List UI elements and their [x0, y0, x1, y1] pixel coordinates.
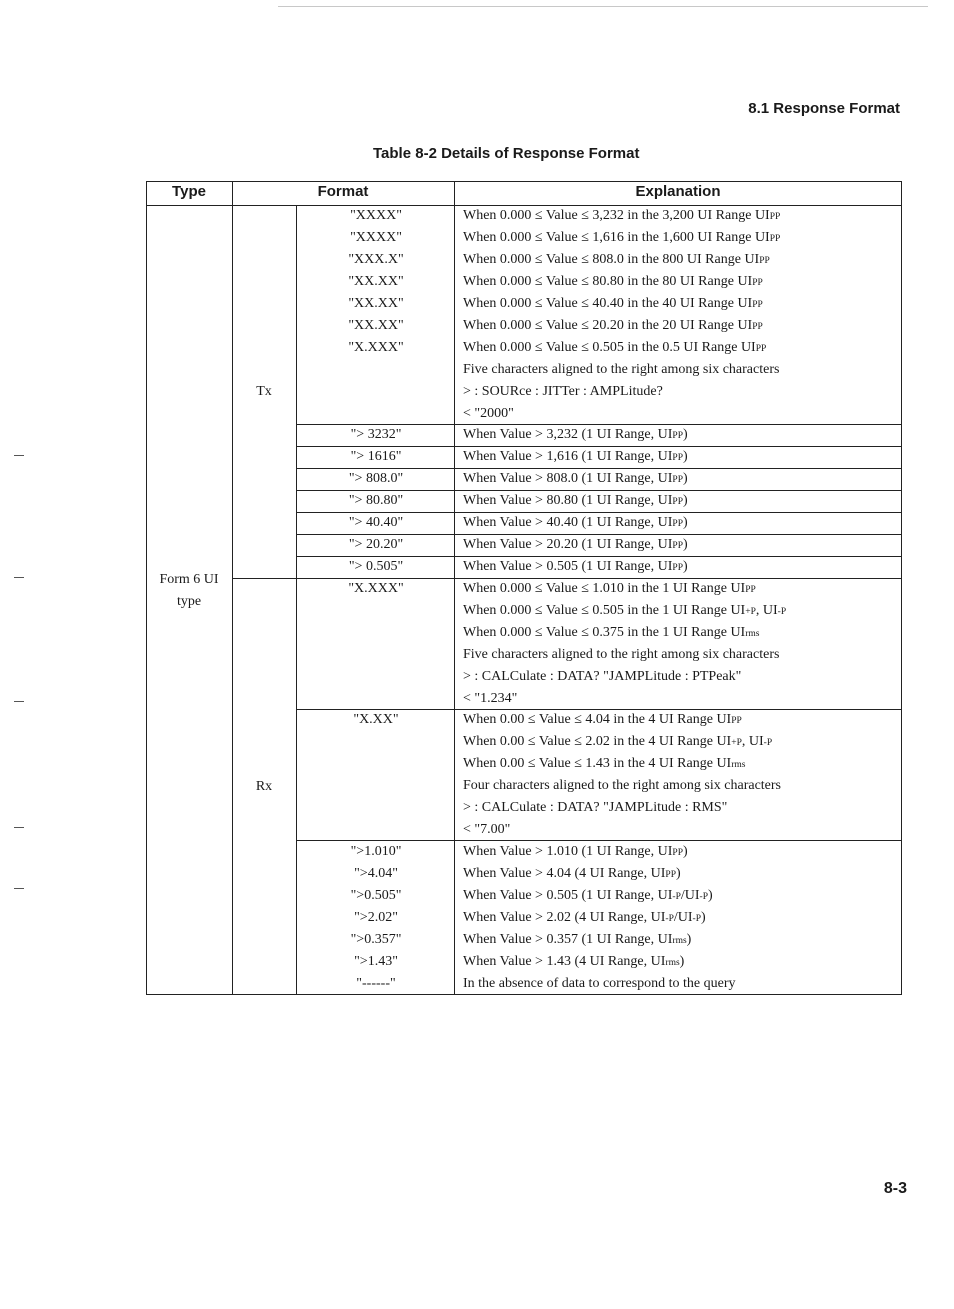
subscript: PP	[769, 234, 781, 244]
margin-tick	[14, 888, 24, 889]
subscript: PP	[755, 344, 767, 354]
subscript: rms	[672, 936, 687, 946]
text-span: < "7.00"	[463, 822, 511, 837]
format-cell: "> 3232"	[350, 427, 402, 442]
explanation-line	[463, 381, 663, 403]
table-border-top	[146, 181, 902, 182]
section-header: 8.1 Response Format	[748, 100, 900, 117]
explanation-line	[463, 534, 688, 557]
subscript: PP	[759, 256, 770, 266]
group-label-rx: Rx	[255, 779, 273, 794]
text-span: /UI	[680, 888, 700, 903]
subscript: -P	[672, 892, 681, 902]
explanation-line	[463, 929, 691, 952]
explanation-line	[463, 951, 684, 974]
explanation-line	[463, 315, 763, 338]
text-span: , UI	[741, 734, 764, 749]
text-span: )	[701, 910, 706, 925]
text-span: When 0.000 ≤ Value ≤ 0.505 in the 1 UI Range UI	[463, 603, 746, 618]
explanation-line	[463, 775, 781, 797]
explanation-line	[463, 293, 763, 316]
subscript: -P	[665, 914, 674, 924]
subscript: PP	[672, 431, 683, 441]
text-span: )	[679, 954, 685, 969]
explanation-line	[463, 622, 759, 645]
subscript: -P	[699, 892, 708, 902]
explanation-line	[463, 271, 763, 294]
format-cell: "XX.XX"	[348, 274, 404, 289]
text-span: )	[683, 471, 688, 486]
format-cell: ">0.357"	[350, 932, 402, 947]
format-cell: "> 0.505"	[348, 559, 404, 574]
text-span: When 0.00 ≤ Value ≤ 2.02 in the 4 UI Range UI	[463, 734, 732, 749]
page-number: 8-3	[883, 1180, 907, 1197]
explanation-line	[463, 403, 514, 425]
text-span: )	[683, 559, 688, 574]
subscript: PP	[672, 541, 683, 551]
explanation-line	[463, 446, 688, 469]
explanation-line	[463, 644, 779, 666]
explanation-line	[463, 337, 766, 360]
column-header-format: Format	[317, 183, 369, 200]
subscript: PP	[672, 519, 683, 529]
format-cell: "XXXX"	[350, 208, 402, 223]
format-cell: "------"	[356, 976, 396, 991]
text-span: > : CALCulate : DATA? "JAMPLitude : RMS"	[463, 800, 728, 815]
subscript: PP	[665, 870, 676, 880]
explanation-line	[463, 227, 780, 250]
explanation-line	[463, 205, 780, 228]
margin-tick	[14, 827, 24, 828]
subscript: PP	[745, 585, 756, 595]
subscript: PP	[752, 278, 763, 288]
text-span: When 0.000 ≤ Value ≤ 1,616 in the 1,600 UI Range UI	[463, 230, 770, 245]
explanation-line	[463, 468, 688, 491]
text-span: When Value > 1.43 (4 UI Range, UI	[463, 954, 666, 969]
text-span: )	[683, 844, 688, 859]
text-span: Five characters aligned to the right among six characters	[463, 647, 780, 662]
explanation-line	[463, 666, 741, 688]
format-cell: "> 808.0"	[348, 471, 404, 486]
subscript: -P	[692, 914, 701, 924]
text-span: )	[683, 449, 688, 464]
format-cell: "> 80.80"	[348, 493, 404, 508]
explanation-line	[463, 688, 517, 710]
explanation-line	[463, 490, 688, 513]
top-rule	[278, 6, 928, 7]
subscript: rms	[745, 629, 760, 639]
subscript: PP	[752, 300, 763, 310]
text-span: When Value > 80.80 (1 UI Range, UI	[463, 493, 673, 508]
subscript: PP	[672, 453, 683, 463]
text-span: When 0.00 ≤ Value ≤ 4.04 in the 4 UI Range UI	[463, 712, 732, 727]
explanation-line	[463, 973, 736, 995]
text-span: < "1.234"	[463, 691, 518, 706]
subscript: +P	[745, 607, 756, 617]
subscript: PP	[752, 322, 763, 332]
explanation-line	[463, 709, 742, 732]
text-span: When 0.000 ≤ Value ≤ 0.505 in the 0.5 UI Range UI	[463, 340, 756, 355]
table-border-right	[901, 181, 902, 995]
text-span: In the absence of data to correspond to the query	[463, 976, 736, 991]
format-cell: ">4.04"	[354, 866, 398, 881]
margin-tick	[14, 455, 24, 456]
text-span: When 0.000 ≤ Value ≤ 20.20 in the 20 UI Range UI	[463, 318, 753, 333]
text-span: > : SOURce : JITTer : AMPLitude?	[463, 384, 663, 399]
text-span: When 0.00 ≤ Value ≤ 1.43 in the 4 UI Range UI	[463, 756, 732, 771]
text-span: )	[683, 427, 688, 442]
text-span: , UI	[755, 603, 778, 618]
text-span: )	[683, 493, 688, 508]
subscript: PP	[769, 212, 781, 222]
format-cell: ">1.010"	[350, 844, 402, 859]
type-label-line: type	[176, 594, 202, 609]
text-span: )	[683, 537, 688, 552]
text-span: When 0.000 ≤ Value ≤ 0.375 in the 1 UI Range UI	[463, 625, 746, 640]
subscript: -P	[777, 607, 787, 617]
text-span: When Value > 0.357 (1 UI Range, UI	[463, 932, 673, 947]
format-cell: ">0.505"	[350, 888, 402, 903]
format-cell: ">2.02"	[354, 910, 398, 925]
text-span: When Value > 3,232 (1 UI Range, UI	[463, 427, 673, 442]
format-cell: "X.XXX"	[348, 340, 404, 355]
explanation-line	[463, 731, 772, 754]
text-span: When Value > 1.010 (1 UI Range, UI	[463, 844, 673, 859]
text-span: When 0.000 ≤ Value ≤ 808.0 in the 800 UI Range UI	[463, 252, 760, 267]
text-span: Five characters aligned to the right among six characters	[463, 362, 780, 377]
type-column-line	[232, 181, 233, 995]
text-span: )	[708, 888, 713, 903]
margin-tick	[14, 701, 24, 702]
explanation-line	[463, 600, 786, 623]
text-span: When Value > 808.0 (1 UI Range, UI	[463, 471, 673, 486]
text-span: When 0.000 ≤ Value ≤ 3,232 in the 3,200 UI Range UI	[463, 208, 770, 223]
subscript: PP	[672, 848, 683, 858]
text-span: When 0.000 ≤ Value ≤ 1.010 in the 1 UI Range UI	[463, 581, 746, 596]
column-header-type: Type	[172, 183, 206, 200]
explanation-line	[463, 819, 510, 841]
format-cell: "XXX.X"	[348, 252, 404, 267]
format-cell: "XX.XX"	[348, 296, 404, 311]
text-span: When Value > 4.04 (4 UI Range, UI	[463, 866, 666, 881]
explanation-line	[463, 359, 779, 381]
text-span: > : CALCulate : DATA? "JAMPLitude : PTPeak"	[463, 669, 742, 684]
format-cell: "X.XX"	[353, 712, 399, 727]
explanation-line	[463, 863, 681, 886]
margin-tick	[14, 577, 24, 578]
explanation-line	[463, 512, 688, 535]
text-span: /UI	[673, 910, 693, 925]
subscript: +P	[731, 738, 742, 748]
format-cell: "> 40.40"	[348, 515, 404, 530]
text-span: )	[686, 932, 692, 947]
format-cell: "> 20.20"	[348, 537, 404, 552]
explanation-line	[463, 249, 770, 272]
format-cell: ">1.43"	[354, 954, 398, 969]
text-span: When Value > 0.505 (1 UI Range, UI	[463, 888, 673, 903]
response-format-table	[146, 181, 902, 995]
explanation-line	[463, 424, 688, 447]
text-span: When Value > 2.02 (4 UI Range, UI	[463, 910, 666, 925]
subscript: rms	[731, 760, 746, 770]
text-span: )	[676, 866, 681, 881]
explanation-line	[463, 907, 706, 930]
explanation-line	[463, 841, 688, 864]
format-cell: "XXXX"	[350, 230, 402, 245]
text-span: When Value > 20.20 (1 UI Range, UI	[463, 537, 673, 552]
text-span: Four characters aligned to the right among six characters	[463, 778, 781, 793]
explanation-line	[463, 578, 756, 601]
subscript: PP	[672, 563, 683, 573]
text-span: < "2000"	[463, 406, 514, 421]
type-label	[146, 569, 232, 613]
format-cell: "X.XXX"	[348, 581, 404, 596]
explanation-line	[463, 556, 688, 579]
subscript: PP	[672, 475, 683, 485]
format-cell: "XX.XX"	[348, 318, 404, 333]
explanation-line	[463, 753, 745, 776]
text-span: When 0.000 ≤ Value ≤ 40.40 in the 40 UI Range UI	[463, 296, 753, 311]
format-cell: "> 1616"	[350, 449, 402, 464]
column-header-explanation: Explanation	[635, 183, 721, 200]
type-label-line: Form 6 UI	[159, 572, 219, 587]
subscript: rms	[665, 958, 680, 968]
table-caption: Table 8-2 Details of Response Format	[373, 145, 640, 162]
text-span: When Value > 0.505 (1 UI Range, UI	[463, 559, 673, 574]
subscript: PP	[731, 716, 742, 726]
group-label-tx: Tx	[256, 384, 272, 399]
text-span: When Value > 40.40 (1 UI Range, UI	[463, 515, 673, 530]
explanation-line	[463, 797, 727, 819]
explanation-line	[463, 885, 713, 908]
subscript: PP	[672, 497, 683, 507]
text-span: When 0.000 ≤ Value ≤ 80.80 in the 80 UI Range UI	[463, 274, 753, 289]
subscript: -P	[763, 738, 773, 748]
text-span: )	[683, 515, 688, 530]
text-span: When Value > 1,616 (1 UI Range, UI	[463, 449, 673, 464]
